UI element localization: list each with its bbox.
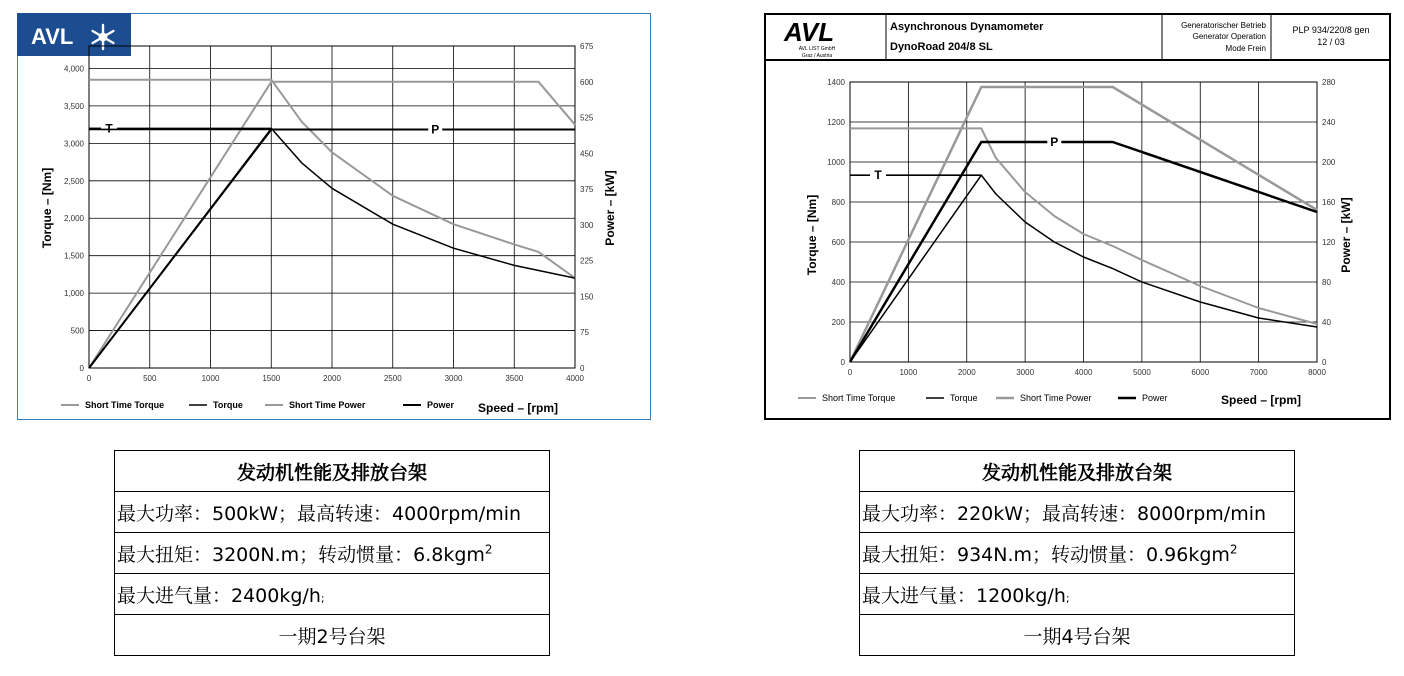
annotation-label: T [874, 168, 882, 183]
y2-tick-label: 120 [1322, 238, 1336, 247]
legend-label: Short Time Torque [822, 393, 896, 403]
y-tick-label: 3,500 [63, 101, 84, 111]
left-spec-title: 发动机性能及排放台架 [115, 451, 550, 492]
left-spec-row: 最大进气量：2400kg/h; [115, 574, 550, 615]
y-tick-label: 400 [831, 278, 845, 287]
left-chart-panel [17, 13, 651, 420]
y2-tick-label: 300 [580, 220, 594, 230]
right-logo-sub1: AVL LIST GmbH [798, 46, 836, 52]
right-y2label: Power – [kW] [1339, 197, 1353, 273]
x-tick-label: 3500 [505, 374, 524, 383]
left-ylabel: Torque – [Nm] [40, 167, 54, 249]
right-spec-footer: 一期4号台架 [860, 615, 1295, 656]
right-spec-table [859, 450, 1295, 656]
x-tick-label: 3000 [1016, 368, 1035, 377]
left-performance-chart [17, 13, 651, 420]
y-tick-label: 200 [831, 318, 845, 327]
left-spec-row: 最大扭矩：3200N.m；转动惯量：6.8kgm$^2$ [115, 533, 550, 574]
right-header-code2: 12 / 03 [1317, 37, 1345, 47]
x-tick-label: 2000 [957, 368, 976, 377]
x-tick-label: 4000 [1074, 368, 1093, 377]
y-tick-label: 4,000 [63, 64, 84, 74]
legend-label: Short Time Torque [85, 400, 165, 410]
y-tick-label: 600 [831, 238, 845, 247]
y2-tick-label: 375 [580, 185, 594, 195]
y-tick-label: 800 [831, 198, 845, 207]
right-spec-row: 最大扭矩：934N.m；转动惯量：0.96kgm$^2$ [860, 533, 1295, 574]
y-tick-label: 1400 [827, 78, 845, 87]
y-tick-label: 1,500 [63, 251, 84, 261]
x-tick-label: 2000 [323, 374, 341, 383]
right-ylabel: Torque – [Nm] [805, 194, 819, 276]
y-tick-label: 2,500 [63, 176, 84, 186]
y-tick-label: 1200 [827, 118, 845, 127]
annotation-label: T [105, 121, 113, 136]
y2-tick-label: 675 [580, 42, 594, 51]
x-tick-label: 0 [86, 374, 92, 383]
left-spec-footer: 一期2号台架 [115, 615, 550, 656]
x-tick-label: 3000 [444, 374, 463, 383]
x-tick-label: 500 [143, 374, 157, 383]
y2-tick-label: 40 [1322, 318, 1331, 327]
x-tick-label: 0 [847, 368, 853, 377]
right-performance-chart [764, 13, 1391, 420]
right-spec-title: 发动机性能及排放台架 [860, 451, 1295, 492]
y-tick-label: 2,000 [63, 214, 84, 224]
right-logo-text: AVL [784, 17, 835, 47]
y2-tick-label: 280 [1322, 78, 1336, 87]
x-tick-label: 7000 [1249, 368, 1268, 377]
y2-tick-label: 80 [1322, 278, 1331, 287]
left-y2label: Power – [kW] [603, 170, 617, 246]
x-tick-label: 6000 [1191, 368, 1210, 377]
y2-tick-label: 160 [1322, 198, 1336, 207]
legend-label: Torque [950, 393, 978, 403]
left-spec-table [114, 450, 550, 656]
right-header-code1: PLP 934/220/8 gen [1292, 25, 1370, 35]
left-xlabel: Speed – [rpm] [478, 401, 559, 415]
x-tick-label: 1500 [262, 374, 281, 383]
y2-tick-label: 75 [580, 328, 589, 338]
y2-tick-label: 200 [1322, 158, 1336, 167]
legend-label: Power [427, 400, 455, 410]
y2-tick-label: 0 [1322, 358, 1327, 367]
right-header-mode1: Generatorischer Betrieb [1181, 21, 1266, 30]
right-header-mode2: Generator Operation [1192, 32, 1266, 41]
y2-tick-label: 240 [1322, 118, 1336, 127]
left-logo-text: AVL [31, 24, 74, 49]
right-chart-panel [764, 13, 1391, 420]
legend-label: Torque [213, 400, 243, 410]
legend-label: Short Time Power [289, 400, 366, 410]
x-tick-label: 5000 [1132, 368, 1151, 377]
x-tick-label: 1000 [899, 368, 918, 377]
y2-tick-label: 225 [580, 256, 594, 266]
x-tick-label: 4000 [566, 374, 584, 383]
y-tick-label: 500 [70, 326, 84, 336]
y2-tick-label: 450 [580, 149, 594, 159]
annotation-label: P [431, 122, 440, 137]
legend-label: Power [1142, 393, 1168, 403]
y-tick-label: 1000 [827, 158, 845, 167]
left-spec-row: 最大功率：500kW；最高转速：4000rpm/min [115, 492, 550, 533]
y-tick-label: 0 [840, 358, 845, 367]
right-spec-row: 最大功率：220kW；最高转速：8000rpm/min [860, 492, 1295, 533]
y2-tick-label: 0 [580, 364, 585, 373]
y-tick-label: 1,000 [63, 289, 84, 299]
annotation-label: P [1050, 135, 1059, 149]
y-tick-label: 3,000 [63, 139, 84, 149]
right-header-title2: DynoRoad 204/8 SL [890, 41, 993, 53]
right-header-title1: Asynchronous Dynamometer [890, 21, 1044, 33]
right-logo-sub2: Graz / Austria [801, 53, 833, 59]
y-tick-label: 0 [79, 364, 84, 373]
y2-tick-label: 150 [580, 292, 594, 302]
legend-label: Short Time Power [1020, 393, 1092, 403]
x-tick-label: 1000 [201, 374, 220, 383]
y2-tick-label: 600 [580, 77, 594, 87]
right-xlabel: Speed – [rpm] [1221, 393, 1302, 407]
y2-tick-label: 525 [580, 113, 594, 123]
left-logo [17, 13, 131, 56]
right-spec-row: 最大进气量：1200kg/h; [860, 574, 1295, 615]
x-tick-label: 8000 [1308, 368, 1326, 377]
x-tick-label: 2500 [383, 374, 402, 383]
right-header-mode3: Mode Frein [1225, 44, 1266, 53]
